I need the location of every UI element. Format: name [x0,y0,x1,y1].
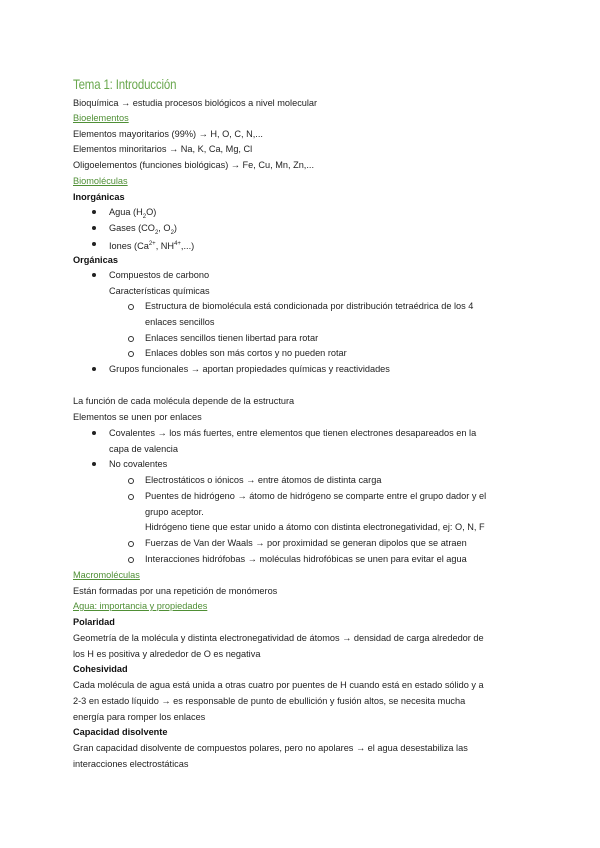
text-line: Elementos minoritarios → Na, K, Ca, Mg, Cl [73,144,253,154]
bullet-icon [92,242,96,246]
text-line: capa de valencia [109,444,178,454]
paragraph-line: energía para romper los enlaces [73,712,206,722]
list-item: Covalentes → los más fuertes, entre elementos que tienen electrones desapareados en la [109,428,477,438]
text-line: Están formadas por una repetición de monómeros [73,586,278,596]
section-macromoleculas: Macromoléculas [73,570,140,580]
text-line: Elementos se unen por enlaces [73,412,202,422]
heading-inorganicas: Inorgánicas [73,192,125,202]
bullet-icon [92,367,96,371]
list-item: Electrostáticos o iónicos → entre átomos de distinta carga [145,475,382,485]
text-line: La función de cada molécula depende de la estructura [73,396,295,406]
paragraph-line: Geometría de la molécula y distinta electronegatividad de átomos → densidad de carga alrededor de [73,633,484,643]
heading-polaridad: Polaridad [73,617,115,627]
text-line: enlaces sencillos [145,317,215,327]
circle-bullet-icon [128,336,134,342]
circle-bullet-icon [128,541,134,547]
circle-bullet-icon [128,557,134,563]
text-line: Oligoelementos (funciones biológicas) → Fe, Cu, Mn, Zn,... [73,160,315,170]
list-item: Interacciones hidrófobas → moléculas hidrofóbicas se unen para evitar el agua [145,554,467,564]
list-item: No covalentes [109,459,168,469]
list-item: Compuestos de carbono [109,270,210,280]
bullet-icon [92,226,96,230]
list-item: Enlaces sencillos tienen libertad para rotar [145,333,319,343]
paragraph-line: 2-3 en estado líquido → es responsable de punto de ebullición y fusión altos, se necesita mucha [73,696,466,706]
bullet-icon [92,462,96,466]
heading-organicas: Orgánicas [73,255,118,265]
circle-bullet-icon [128,351,134,357]
section-bioelementos: Bioelementos [73,113,129,123]
bullet-icon [92,273,96,277]
heading-cohesividad: Cohesividad [73,664,128,674]
paragraph-line: los H es positiva y alrededor de O es negativa [73,649,261,659]
circle-bullet-icon [128,494,134,500]
text-line: Características químicas [109,286,210,296]
list-item: Puentes de hidrógeno → átomo de hidrógeno se comparte entre el grupo dador y el [145,491,487,501]
paragraph-line: interacciones electrostáticas [73,759,189,769]
circle-bullet-icon [128,304,134,310]
paragraph-line: Cada molécula de agua está unida a otras cuatro por puentes de H cuando está en estado sólido y a [73,680,484,690]
heading-capacidad: Capacidad disolvente [73,727,168,737]
page-title: Tema 1: Introducción [73,76,177,92]
circle-bullet-icon [128,478,134,484]
bullet-icon [92,210,96,214]
text-line: Elementos mayoritarios (99%) → H, O, C, N,... [73,129,263,139]
section-biomoleculas: Biomoléculas [73,176,128,186]
list-item: Gases ($CO_2$, $O_2$) [109,223,177,236]
intro-line: Bioquímica → estudia procesos biológicos a nivel molecular [73,98,318,108]
text-line: Hidrógeno tiene que estar unido a átomo con distinta electronegatividad, ej: O, N, F [145,522,485,532]
list-item: Agua $(H_2O)$ [109,207,157,220]
list-item: Enlaces dobles son más cortos y no pueden rotar [145,348,347,358]
section-agua: Agua: importancia y propiedades [73,601,208,611]
list-item: Grupos funcionales → aportan propiedades químicas y reactividades [109,364,390,374]
bullet-icon [92,431,96,435]
list-item: Fuerzas de Van der Waals → por proximidad se generan dipolos que se atraen [145,538,467,548]
paragraph-line: Gran capacidad disolvente de compuestos polares, pero no apolares → el agua desestabiliza las [73,743,468,753]
list-item: Iones ($Ca^{2+}$, $NH^{4+}$,...) [109,241,195,252]
list-item: Estructura de biomolécula está condicionada por distribución tetraédrica de los 4 [145,301,474,311]
text-line: grupo aceptor. [145,507,204,517]
